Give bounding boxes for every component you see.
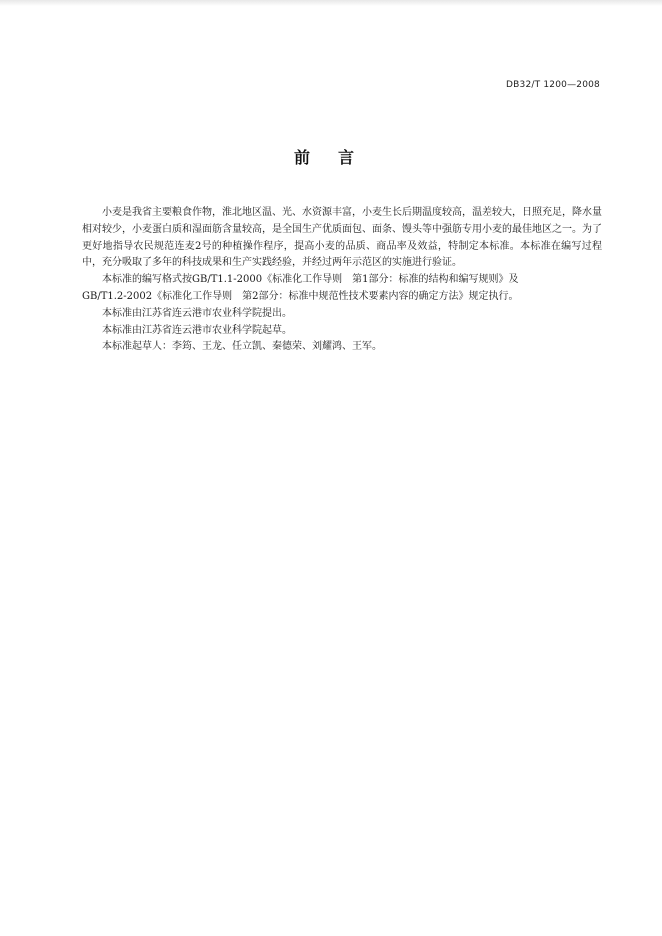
- paragraph-background: 小麦是我省主要粮食作物，淮北地区温、光、水资源丰富，小麦生长后期温度较高，温差较大，日照充足，降水量相对较少，小麦蛋白质和湿面筋含量较高，是全国生产优质面包、面条、馒头等中强筋专用小麦的最佳地区之一。为了更好地指导农民规范连麦2号的种植操作程序，提高小麦的品质、商品率及效益，特制定本标准。本标准在编写过程中，充分吸取了多年的科技成果和生产实践经验，并经过两年示范区的实施进行验证。: [82, 207, 602, 269]
- paragraph-format-2: GB/T1.2-2002《标准化工作导则 第2部分：标准中规范性技术要素内容的确定方法》规定执行。: [82, 290, 519, 302]
- paragraph-drafter: 本标准由江苏省连云港市农业科学院起草。: [102, 324, 292, 336]
- paragraph-format-1: 本标准的编写格式按GB/T1.1-2000《标准化工作导则 第1部分：标准的结构和编写规则》及: [102, 274, 519, 286]
- scan-edge-shadow: [0, 0, 662, 6]
- paragraph-authors: 本标准起草人：李筠、王龙、任立凯、秦德荣、刘耀鸿、王军。: [102, 341, 382, 353]
- paragraph-proposer: 本标准由江苏省连云港市农业科学院提出。: [102, 307, 292, 319]
- body-text: [82, 205, 602, 356]
- document-code: DB32/T 1200—2008: [506, 80, 600, 90]
- page-title: 前言: [293, 148, 382, 167]
